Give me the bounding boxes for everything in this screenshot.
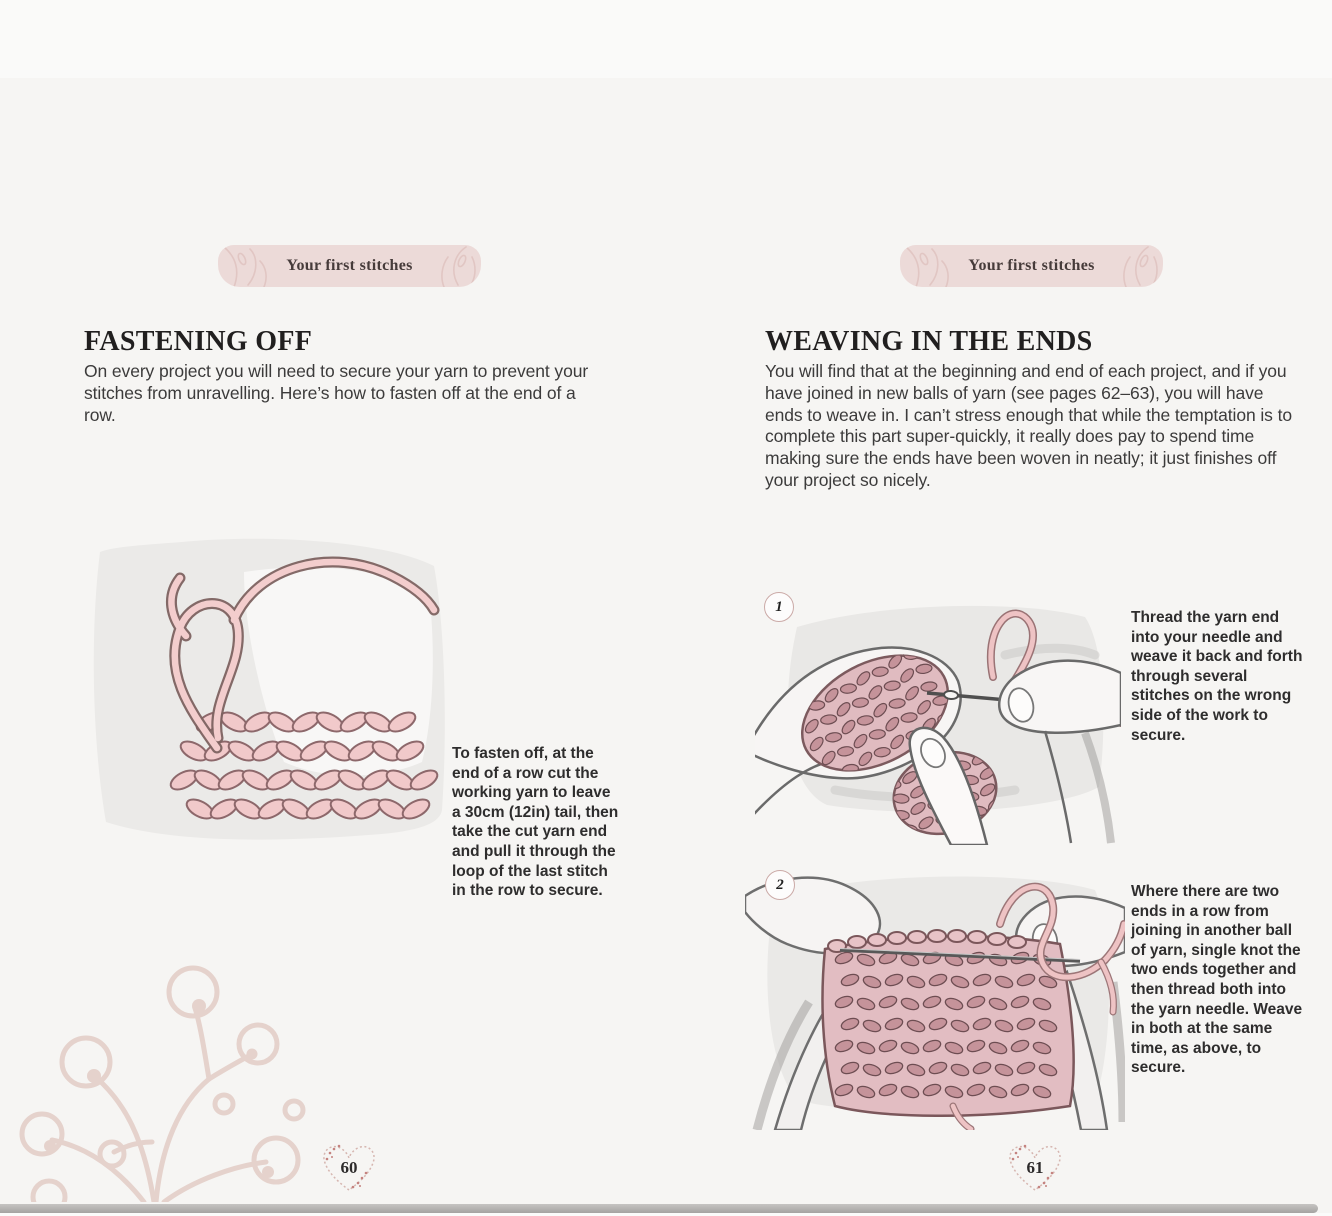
weaving-step-1-illustration (755, 585, 1121, 845)
intro-text-left: On every project you will need to secure your yarn to prevent your stitches from unravelling. Here’s how to fasten off at the end of a row. (84, 361, 589, 425)
step-2-badge: 2 (765, 870, 795, 900)
caption-step-1: Thread the yarn end into your needle and weave it back and forth through several stitches on the wrong side of the work to secure. (1131, 609, 1303, 744)
intro-text-right: You will find that at the beginning and end of each project, and if you have joined in new balls of yarn (see pages 62–63), you will have ends to weave in. I can’t stress enough that while the temptation is to complete this part super-quickly, it really does pay to spend time making sure the ends have been woven in neatly; it just finishes off your project so nicely. (765, 361, 1292, 490)
caption-step-2: Where there are two ends in a row from joining in another ball of yarn, single knot the two ends together and then thread both into the yarn needle. Weave in both at the same time, as above, to secure. (1131, 883, 1303, 1077)
needle-eye (944, 690, 959, 699)
section-tab-left (218, 245, 481, 287)
step-1-badge: 1 (764, 592, 794, 622)
caption-fastening-off: To fasten off, at the end of a row cut the working yarn to leave a 30cm (12in) tail, then take the cut yarn end and pull it through the loop of the last stitch in the row to secure. (452, 745, 619, 900)
floral-berry-branch-icon (0, 952, 324, 1202)
page-number-60: 60 (318, 1140, 380, 1196)
weaving-step-2-illustration (745, 862, 1125, 1130)
fastening-off-illustration (82, 510, 454, 852)
page-edge-shadow (0, 1204, 1318, 1213)
crochet-swatch (822, 936, 1073, 1116)
section-tab-right (900, 245, 1163, 287)
page-title-weaving-in-the-ends: WEAVING IN THE ENDS (765, 326, 1093, 357)
tab-label-right: Your first stitches (968, 257, 1095, 274)
tab-label-left: Your first stitches (286, 257, 413, 274)
top-margin (0, 0, 1332, 78)
page-title-fastening-off: FASTENING OFF (84, 326, 313, 357)
page-number-61: 61 (1004, 1140, 1066, 1196)
